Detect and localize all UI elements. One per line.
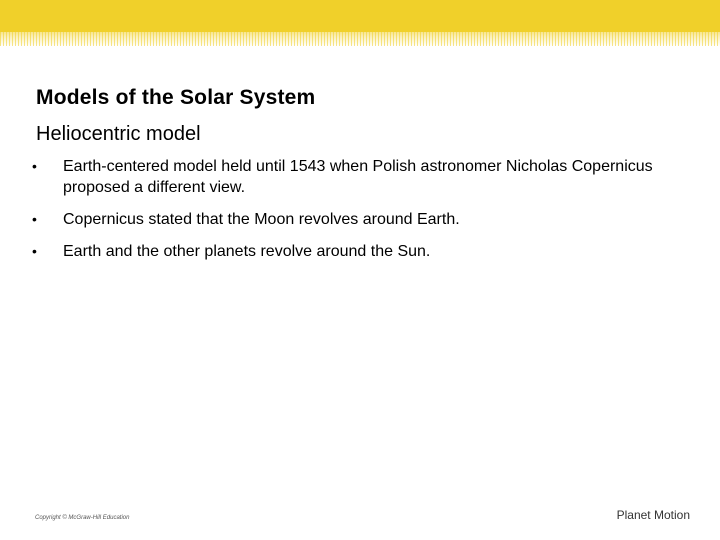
footer-copyright: Copyright © McGraw-Hill Education (35, 515, 130, 521)
bullet-text: Copernicus stated that the Moon revolves around Earth. (63, 211, 460, 228)
bullet-dot-icon: • (32, 211, 37, 227)
bullet-text: Earth-centered model held until 1543 when Polish astronomer Nicholas Copernicus proposed a different view. (63, 158, 653, 196)
slide-title: Models of the Solar System (36, 86, 316, 109)
bullet-item (32, 156, 692, 198)
footer-topic: Planet Motion (616, 508, 690, 522)
slide-subtitle: Heliocentric model (36, 123, 201, 145)
bullet-list (32, 156, 692, 273)
bullet-item (32, 241, 692, 262)
bullet-dot-icon: • (32, 158, 37, 174)
bullet-item (32, 209, 692, 230)
header-fade-stripes (0, 24, 720, 46)
bullet-dot-icon: • (32, 243, 37, 259)
bullet-text: Earth and the other planets revolve around the Sun. (63, 243, 431, 260)
